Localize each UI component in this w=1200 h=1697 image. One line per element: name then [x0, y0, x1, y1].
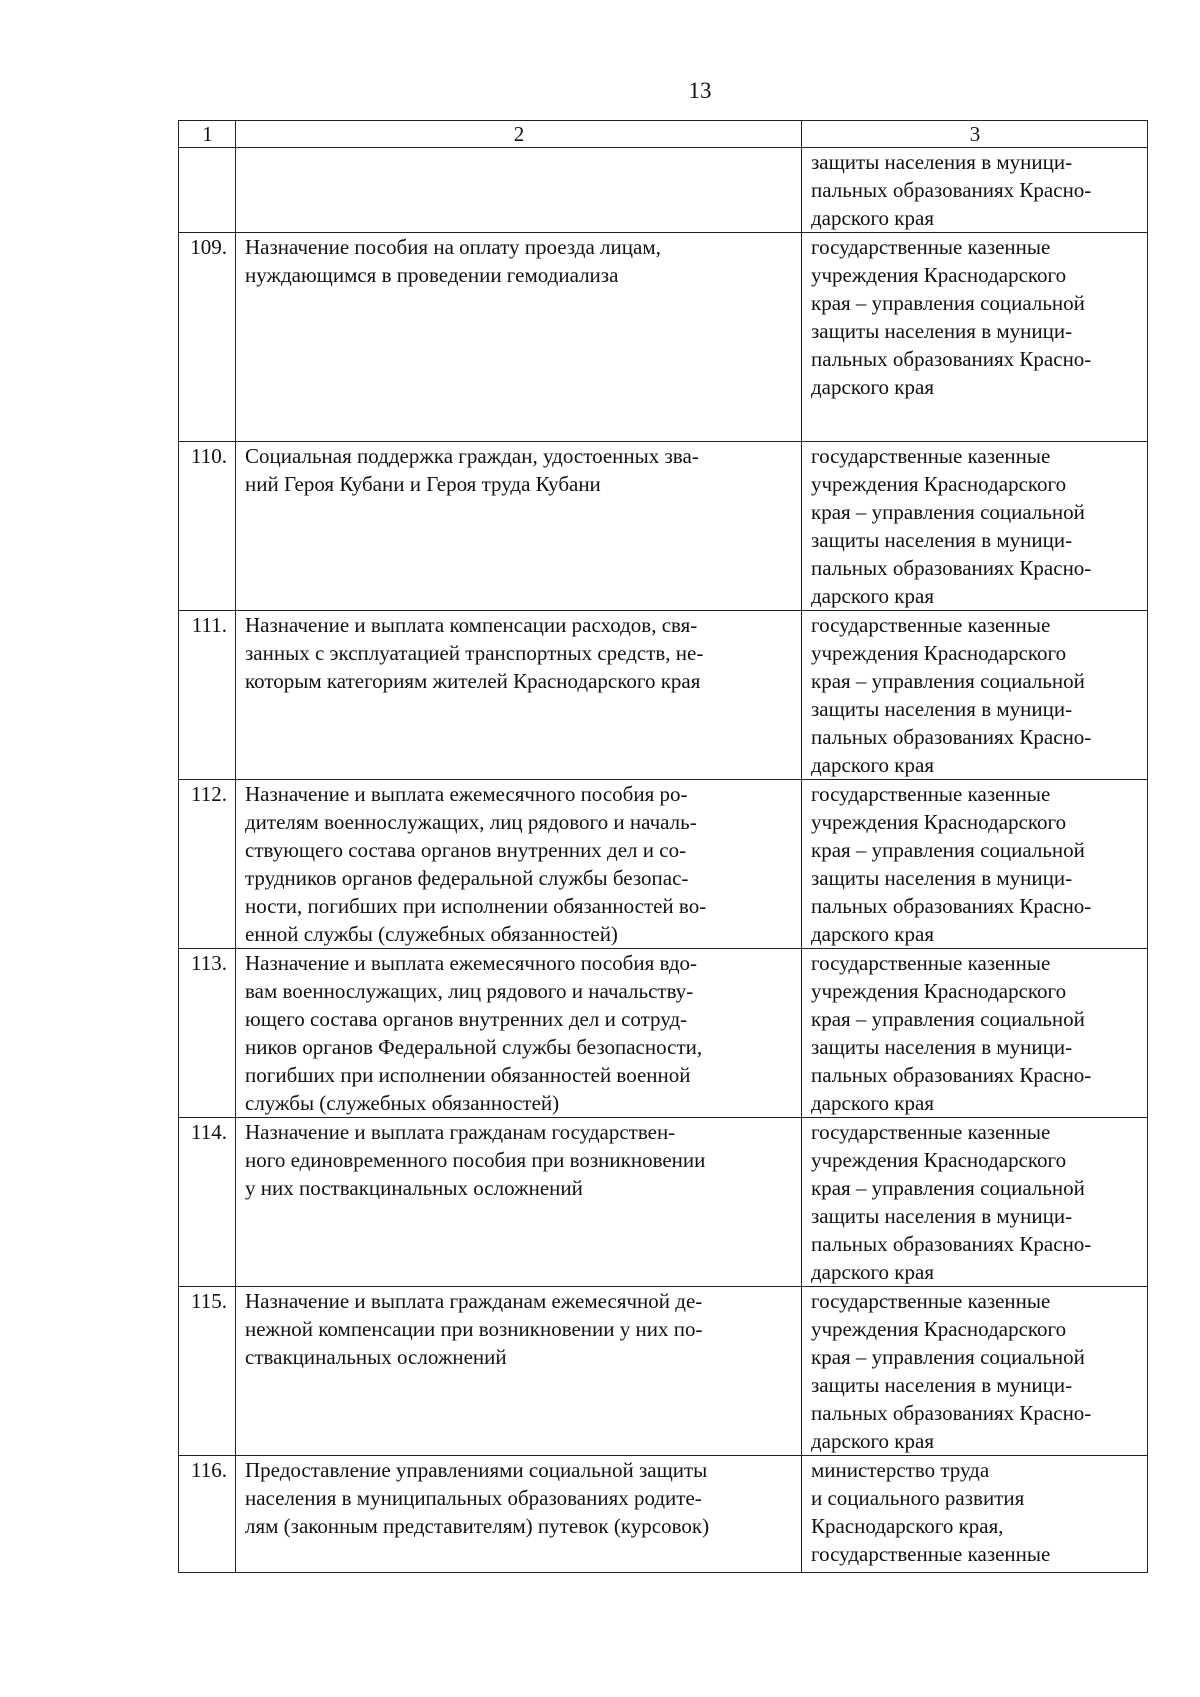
row-number — [179, 148, 236, 233]
page-number: 13 — [688, 78, 712, 103]
service-name: Назначение и выплата гражданам ежемесячной де- нежной компенсации при возникновении у них по- ствакцинальных осложнений — [236, 1287, 802, 1456]
header-col-3: 3 — [802, 121, 1148, 148]
header-col-2: 2 — [236, 121, 802, 148]
table-row — [179, 1456, 1148, 1573]
row-number: 112. — [179, 780, 236, 949]
services-table — [178, 120, 1148, 1573]
responsible-org: государственные казенные учреждения Краснодарского края – управления социальной защиты населения в муници- пальных образованиях Красно- дарского края — [802, 233, 1148, 442]
table-row — [179, 1287, 1148, 1456]
table-header-row — [179, 121, 1148, 148]
table-row — [179, 611, 1148, 780]
table-row — [179, 949, 1148, 1118]
table-row — [179, 1118, 1148, 1287]
responsible-org: защиты населения в муници- пальных образованиях Красно- дарского края — [802, 148, 1148, 233]
service-name: Назначение и выплата ежемесячного пособия ро- дителям военнослужащих, лиц рядового и началь- ствующего состава органов внутренних дел и со- трудников органов федеральной службы безопас- ности, погибших при исполнении обязанностей во- енной службы (служебных обязанностей) — [236, 780, 802, 949]
responsible-org: министерство труда и социального развития Краснодарского края, государственные казенные — [802, 1456, 1148, 1573]
responsible-org: государственные казенные учреждения Краснодарского края – управления социальной защиты населения в муници- пальных образованиях Красно- дарского края — [802, 1118, 1148, 1287]
table-row — [179, 148, 1148, 233]
row-number: 114. — [179, 1118, 236, 1287]
responsible-org: государственные казенные учреждения Краснодарского края – управления социальной защиты населения в муници- пальных образованиях Красно- дарского края — [802, 442, 1148, 611]
table-row — [179, 780, 1148, 949]
service-name: Социальная поддержка граждан, удостоенных зва- ний Героя Кубани и Героя труда Кубани — [236, 442, 802, 611]
header-col-1: 1 — [179, 121, 236, 148]
row-number: 115. — [179, 1287, 236, 1456]
responsible-org: государственные казенные учреждения Краснодарского края – управления социальной защиты населения в муници- пальных образованиях Красно- дарского края — [802, 1287, 1148, 1456]
service-name: Назначение пособия на оплату проезда лицам, нуждающимся в проведении гемодиализа — [236, 233, 802, 442]
service-name: Назначение и выплата компенсации расходов, свя- занных с эксплуатацией транспортных средств, не- которым категориям жителей Краснодарского края — [236, 611, 802, 780]
service-name: Назначение и выплата гражданам государствен- ного единовременного пособия при возникновении у них поствакцинальных осложнений — [236, 1118, 802, 1287]
responsible-org: государственные казенные учреждения Краснодарского края – управления социальной защиты населения в муници- пальных образованиях Красно- дарского края — [802, 949, 1148, 1118]
responsible-org: государственные казенные учреждения Краснодарского края – управления социальной защиты населения в муници- пальных образованиях Красно- дарского края — [802, 611, 1148, 780]
row-number: 110. — [179, 442, 236, 611]
row-number: 111. — [179, 611, 236, 780]
service-name — [236, 148, 802, 233]
row-number: 109. — [179, 233, 236, 442]
responsible-org: государственные казенные учреждения Краснодарского края – управления социальной защиты населения в муници- пальных образованиях Красно- дарского края — [802, 780, 1148, 949]
row-number: 113. — [179, 949, 236, 1118]
table-row — [179, 442, 1148, 611]
service-name: Назначение и выплата ежемесячного пособия вдо- вам военнослужащих, лиц рядового и начальству- ющего состава органов внутренних дел и сотруд- ников органов Федеральной службы безопасности, погибших при исполнении обязанностей военной службы (служебных обязанностей) — [236, 949, 802, 1118]
service-name: Предоставление управлениями социальной защиты населения в муниципальных образованиях родите- лям (законным представителям) путевок (курсовок) — [236, 1456, 802, 1573]
table-row — [179, 233, 1148, 442]
row-number: 116. — [179, 1456, 236, 1573]
